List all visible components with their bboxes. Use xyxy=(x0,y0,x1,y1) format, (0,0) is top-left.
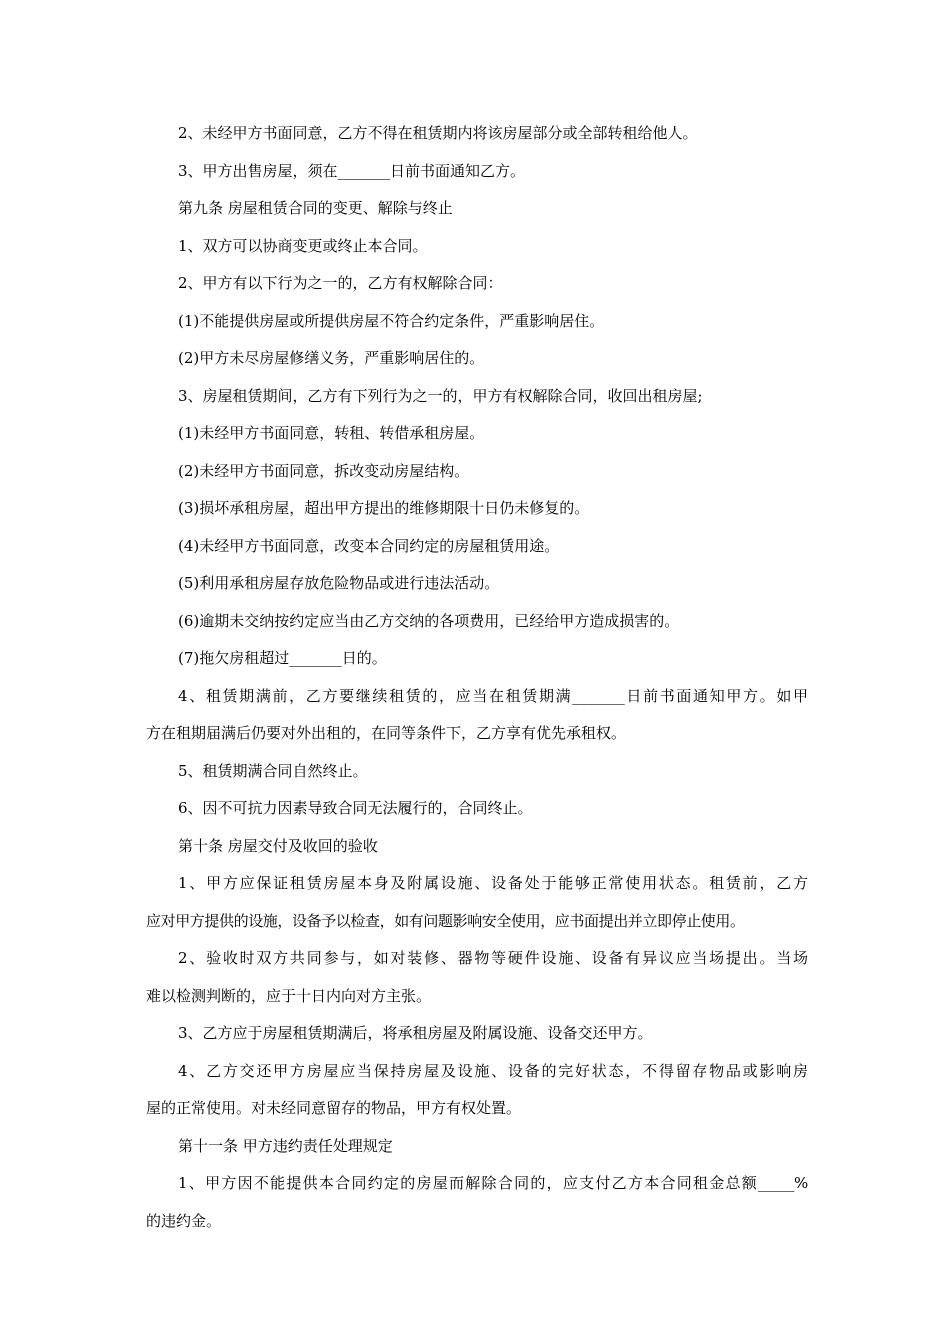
article-10-item-2-line-1: 2、验收时双方共同参与，如对装修、器物等硬件设施、设备有异议应当场提出。当场 xyxy=(178,949,808,967)
article-9-item-4-line-2: 方在租期届满后仍要对外出租的，在同等条件下，乙方享有优先承租权。 xyxy=(146,724,627,742)
article-9-item-3-sub-3: (3)损坏承租房屋，超出甲方提出的维修期限十日仍未修复的。 xyxy=(178,499,590,517)
article-11-item-1-line-2: 的违约金。 xyxy=(146,1212,222,1230)
article-10-item-1-line-1: 1、甲方应保证租赁房屋本身及附属设施、设备处于能够正常使用状态。租赁前，乙方 xyxy=(178,874,808,892)
article-11-item-1-line-1: 1、甲方因不能提供本合同约定的房屋而解除合同的，应支付乙方本合同租金总额_____% xyxy=(178,1174,808,1192)
article-9-item-1: 1、双方可以协商变更或终止本合同。 xyxy=(178,237,428,255)
clause-8-item-3: 3、甲方出售房屋，须在_______日前书面通知乙方。 xyxy=(178,162,526,180)
article-9-item-4-line-1: 4、租赁期满前，乙方要继续租赁的，应当在租赁期满_______日前书面通知甲方。如甲 xyxy=(178,687,808,705)
article-9-item-3-sub-5: (5)利用承租房屋存放危险物品或进行违法活动。 xyxy=(178,574,500,592)
article-9-item-3-sub-7: (7)拖欠房租超过_______日的。 xyxy=(178,649,387,667)
article-10-item-1-line-2: 应对甲方提供的设施，设备予以检查，如有问题影响安全使用，应书面提出并立即停止使用。 xyxy=(146,912,745,930)
article-9-item-6: 6、因不可抗力因素导致合同无法履行的，合同终止。 xyxy=(178,799,533,817)
article-9-item-3-sub-2: (2)未经甲方书面同意，拆改变动房屋结构。 xyxy=(178,462,470,480)
article-9-item-5: 5、租赁期满合同自然终止。 xyxy=(178,762,368,780)
article-9-item-3-sub-6: (6)逾期未交纳按约定应当由乙方交纳的各项费用，已经给甲方造成损害的。 xyxy=(178,612,680,630)
article-9-item-2-sub-2: (2)甲方未尽房屋修缮义务，严重影响居住的。 xyxy=(178,349,485,367)
article-9-heading: 第九条 房屋租赁合同的变更、解除与终止 xyxy=(178,199,453,217)
article-10-item-2-line-2: 难以检测判断的，应于十日内向对方主张。 xyxy=(146,987,432,1005)
clause-8-item-2: 2、未经甲方书面同意，乙方不得在租赁期内将该房屋部分或全部转租给他人。 xyxy=(178,124,698,142)
article-9-item-3-sub-1: (1)未经甲方书面同意，转租、转借承租房屋。 xyxy=(178,424,485,442)
article-9-item-2-sub-1: (1)不能提供房屋或所提供房屋不符合约定条件，严重影响居住。 xyxy=(178,312,605,330)
article-10-item-4-line-2: 屋的正常使用。对未经同意留存的物品，甲方有权处置。 xyxy=(146,1099,522,1117)
article-11-heading: 第十一条 甲方违约责任处理规定 xyxy=(178,1137,393,1155)
article-9-item-2: 2、甲方有以下行为之一的，乙方有权解除合同： xyxy=(178,274,503,292)
article-9-item-3: 3、房屋租赁期间，乙方有下列行为之一的，甲方有权解除合同，收回出租房屋; xyxy=(178,387,703,405)
article-9-item-3-sub-4: (4)未经甲方书面同意，改变本合同约定的房屋租赁用途。 xyxy=(178,537,560,555)
article-10-heading: 第十条 房屋交付及收回的验收 xyxy=(178,837,378,855)
article-10-item-4-line-1: 4、乙方交还甲方房屋应当保持房屋及设施、设备的完好状态，不得留存物品或影响房 xyxy=(178,1062,808,1080)
article-10-item-3: 3、乙方应于房屋租赁期满后，将承租房屋及附属设施、设备交还甲方。 xyxy=(178,1024,653,1042)
